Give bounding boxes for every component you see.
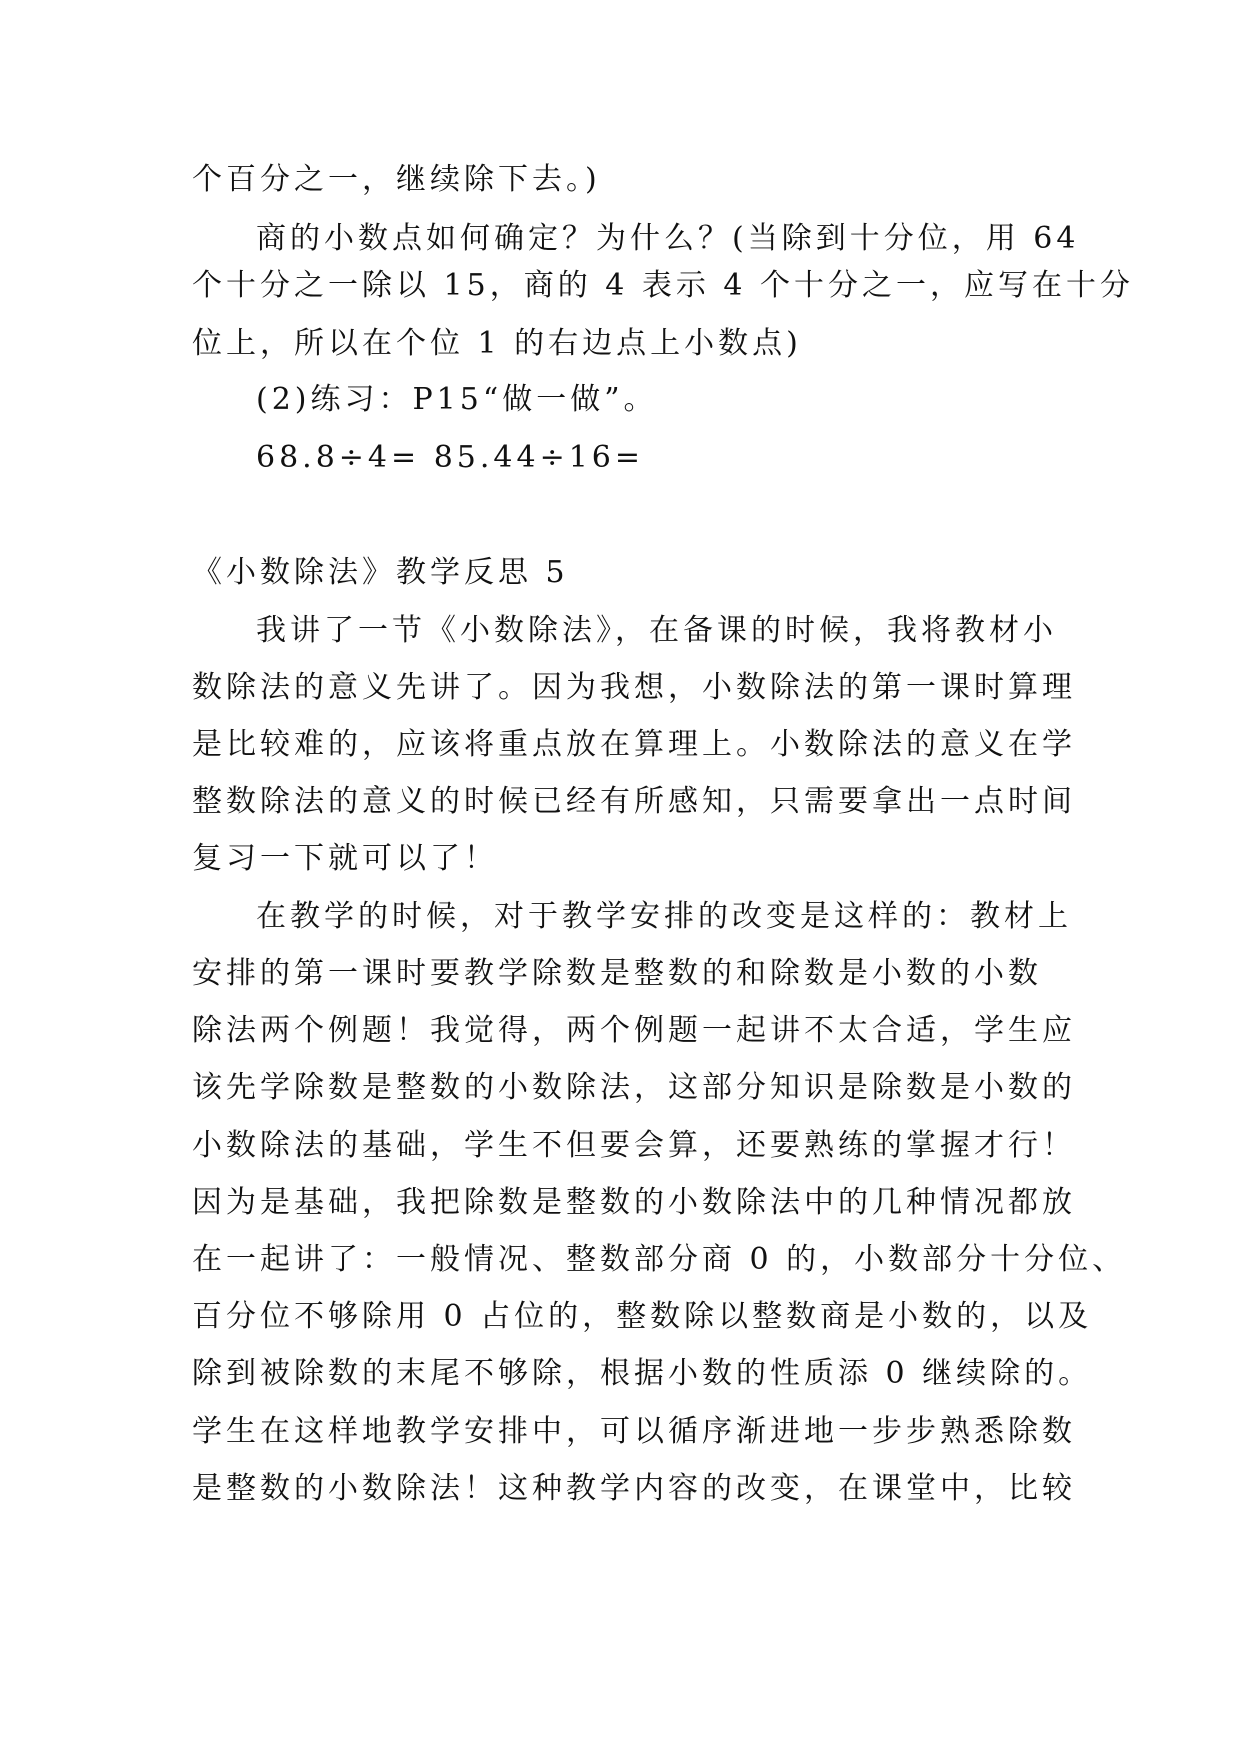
text-line: 个十分之一除以 15，商的 4 表示 4 个十分之一，应写在十分: [192, 268, 1135, 303]
section-title: 《小数除法》教学反思 5: [192, 555, 569, 590]
text-line: 该先学除数是整数的小数除法，这部分知识是除数是小数的: [192, 1070, 1076, 1105]
text-line: (2)练习：P15“做一做”。: [256, 382, 658, 417]
text-line: 在教学的时候，对于教学安排的改变是这样的：教材上: [256, 899, 1072, 934]
text-line: 在一起讲了：一般情况、整数部分商 0 的，小数部分十分位、: [192, 1242, 1127, 1277]
text-line: 因为是基础，我把除数是整数的小数除法中的几种情况都放: [192, 1185, 1076, 1220]
text-line: 百分位不够除用 0 占位的，整数除以整数商是小数的，以及: [192, 1299, 1093, 1334]
text-line: 安排的第一课时要教学除数是整数的和除数是小数的小数: [192, 956, 1042, 991]
text-line: 学生在这样地教学安排中，可以循序渐进地一步步熟悉除数: [192, 1414, 1076, 1449]
text-line: 我讲了一节《小数除法》，在备课的时候，我将教材小: [256, 613, 1057, 648]
text-line: 整数除法的意义的时候已经有所感知，只需要拿出一点时间: [192, 784, 1076, 819]
text-line: 是整数的小数除法！这种教学内容的改变，在课堂中，比较: [192, 1471, 1076, 1506]
text-line: 除法两个例题！我觉得，两个例题一起讲不太合适，学生应: [192, 1013, 1076, 1048]
text-line: 商的小数点如何确定？为什么？(当除到十分位，用 64: [256, 221, 1080, 256]
text-line: 复习一下就可以了！: [192, 841, 498, 876]
text-line: 位上，所以在个位 1 的右边点上小数点): [192, 326, 802, 361]
text-line: 是比较难的，应该将重点放在算理上。小数除法的意义在学: [192, 727, 1076, 762]
text-line: 数除法的意义先讲了。因为我想，小数除法的第一课时算理: [192, 670, 1076, 705]
text-line: 除到被除数的末尾不够除，根据小数的性质添 0 继续除的。: [192, 1356, 1093, 1391]
text-line: 个百分之一，继续除下去。): [192, 162, 601, 197]
text-line: 小数除法的基础，学生不但要会算，还要熟练的掌握才行！: [192, 1128, 1076, 1163]
formula-line: 68.8÷4= 85.44÷16=: [256, 440, 645, 475]
